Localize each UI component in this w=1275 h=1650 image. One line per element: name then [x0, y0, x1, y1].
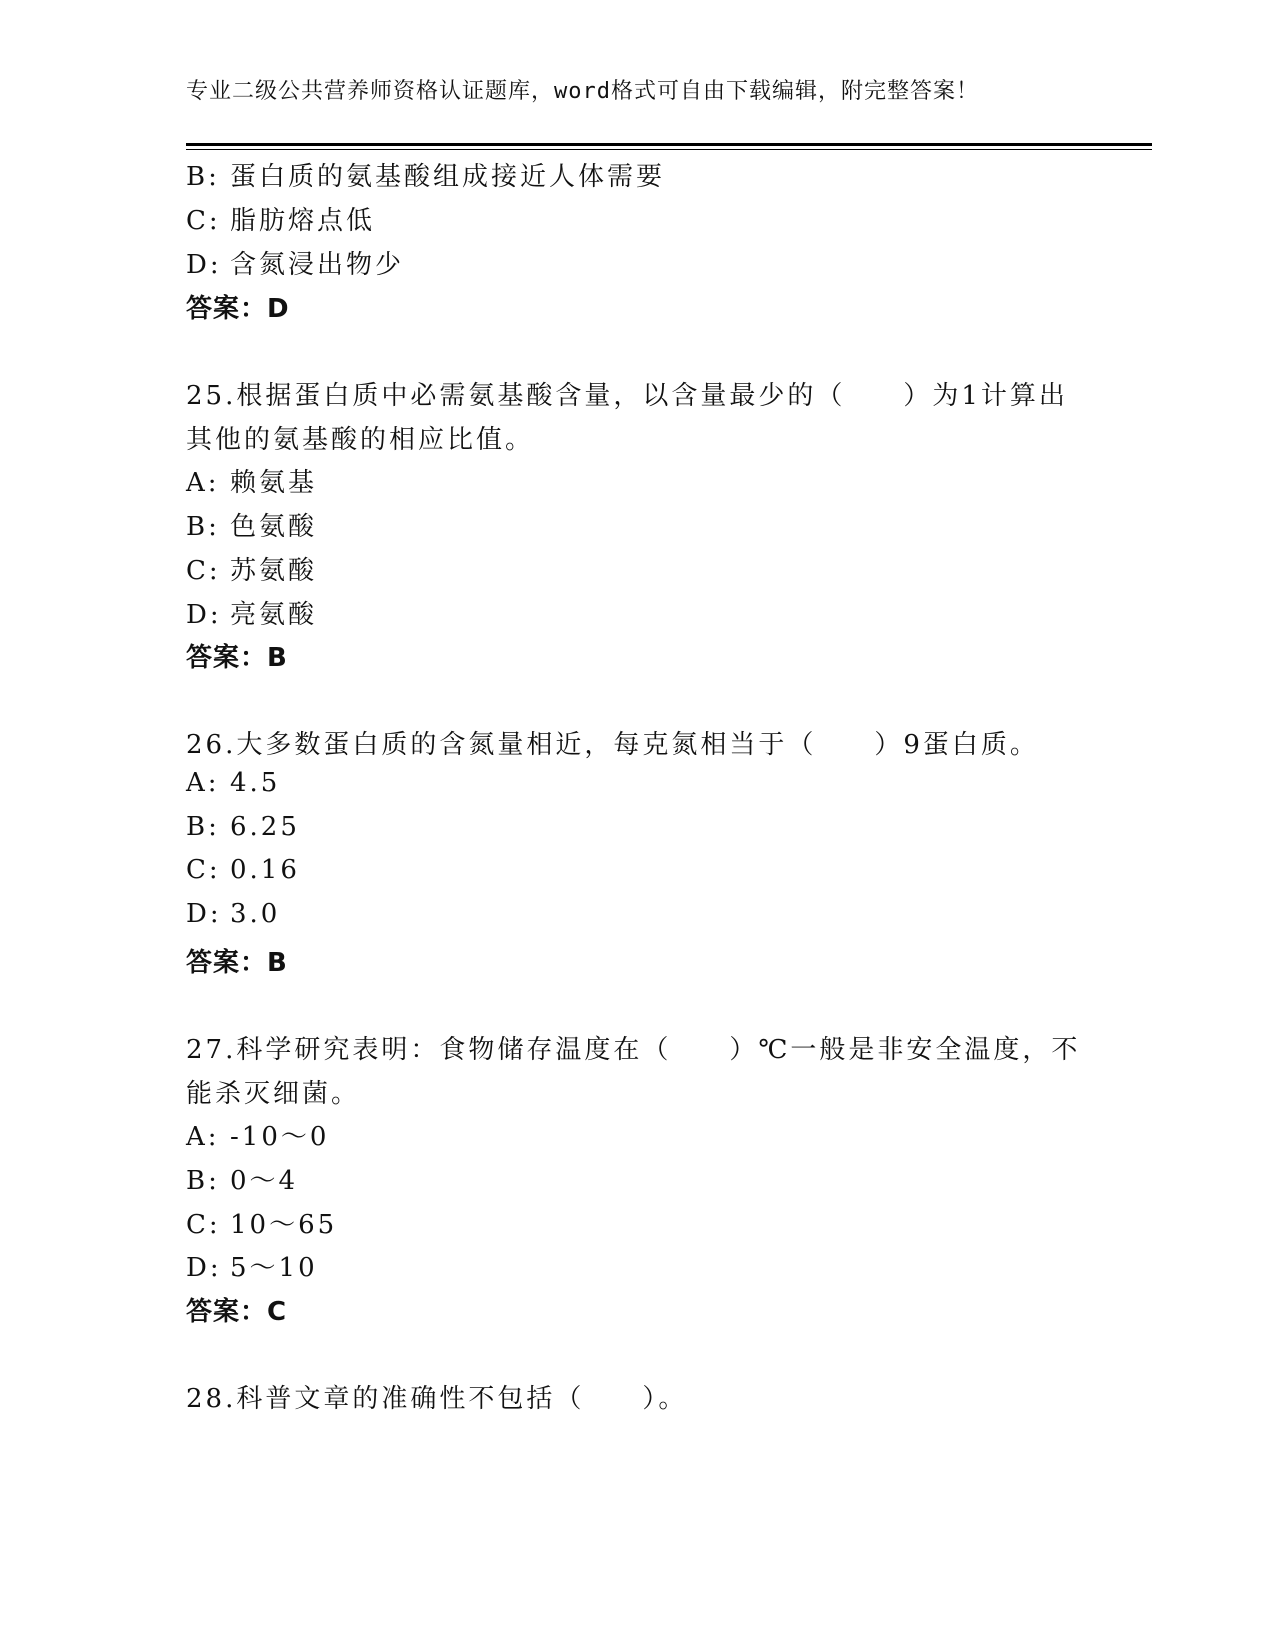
option-label: B: — [186, 812, 220, 842]
q26-option-c — [186, 855, 300, 885]
q27-answer: 答案：C — [186, 1297, 288, 1327]
option-label: D: — [186, 600, 222, 630]
q27-option-a — [186, 1116, 329, 1153]
q25-stem-line2: 其他的氨基酸的相应比值。 — [186, 425, 535, 455]
option-text: 色氨酸 — [230, 512, 318, 542]
option-text: 蛋白质的氨基酸组成接近人体需要 — [230, 162, 666, 192]
q25-answer: 答案：B — [186, 643, 288, 673]
option-text: -10～0 — [230, 1122, 330, 1152]
option-text: 10～65 — [230, 1210, 338, 1240]
option-label: C: — [186, 206, 221, 236]
q24-option-d — [186, 244, 404, 281]
option-text: 3.0 — [230, 899, 281, 929]
q25-option-c — [186, 550, 317, 587]
option-text: 脂肪熔点低 — [230, 206, 376, 236]
q27-option-c — [186, 1204, 337, 1241]
option-text: 0～4 — [230, 1166, 299, 1196]
q27-stem-line2: 能杀灭细菌。 — [186, 1079, 361, 1109]
q25-option-b — [186, 506, 317, 543]
q24-answer: 答案：D — [186, 294, 290, 324]
option-label: D: — [186, 250, 222, 280]
q26-option-d — [186, 899, 280, 929]
option-text: 亮氨酸 — [230, 600, 318, 630]
option-label: D: — [186, 1253, 222, 1283]
q28-stem-line1: 28.科普文章的准确性不包括（ ）。 — [186, 1384, 688, 1414]
option-text: 5～10 — [230, 1253, 318, 1283]
q26-answer: 答案：B — [186, 948, 288, 978]
q24-option-c — [186, 200, 375, 237]
q27-stem-line1: 27.科学研究表明：食物储存温度在（ ）℃一般是非安全温度，不 — [186, 1035, 1081, 1065]
option-text: 赖氨基 — [230, 468, 318, 498]
option-text: 苏氨酸 — [230, 556, 318, 586]
q26-option-b — [186, 812, 300, 842]
q25-option-a — [186, 462, 317, 499]
option-label: D: — [186, 899, 222, 929]
option-label: B: — [186, 1166, 220, 1196]
option-text: 0.16 — [230, 855, 300, 885]
header-rule-thick — [186, 143, 1152, 146]
q25-stem-line1: 25.根据蛋白质中必需氨基酸含量，以含量最少的（ ）为1计算出 — [186, 381, 1068, 411]
option-text: 4.5 — [230, 768, 281, 798]
option-label: C: — [186, 855, 221, 885]
option-label: A: — [186, 768, 220, 798]
option-label: A: — [186, 1122, 220, 1152]
option-label: A: — [186, 468, 220, 498]
q24-option-b — [186, 156, 665, 193]
option-label: C: — [186, 556, 221, 586]
q26-stem-line1: 26.大多数蛋白质的含氮量相近，每克氮相当于（ ）9蛋白质。 — [186, 730, 1039, 760]
option-label: B: — [186, 512, 220, 542]
q25-option-d — [186, 594, 317, 631]
option-text: 含氮浸出物少 — [230, 250, 405, 280]
q27-option-d — [186, 1247, 318, 1284]
q27-option-b — [186, 1160, 298, 1197]
page-header: 专业二级公共营养师资格认证题库，word格式可自由下载编辑，附完整答案！ — [186, 79, 979, 104]
q26-option-a — [186, 768, 280, 798]
option-label: C: — [186, 1210, 221, 1240]
option-text: 6.25 — [230, 812, 300, 842]
header-rule-thin — [186, 149, 1152, 150]
option-label: B: — [186, 162, 220, 192]
